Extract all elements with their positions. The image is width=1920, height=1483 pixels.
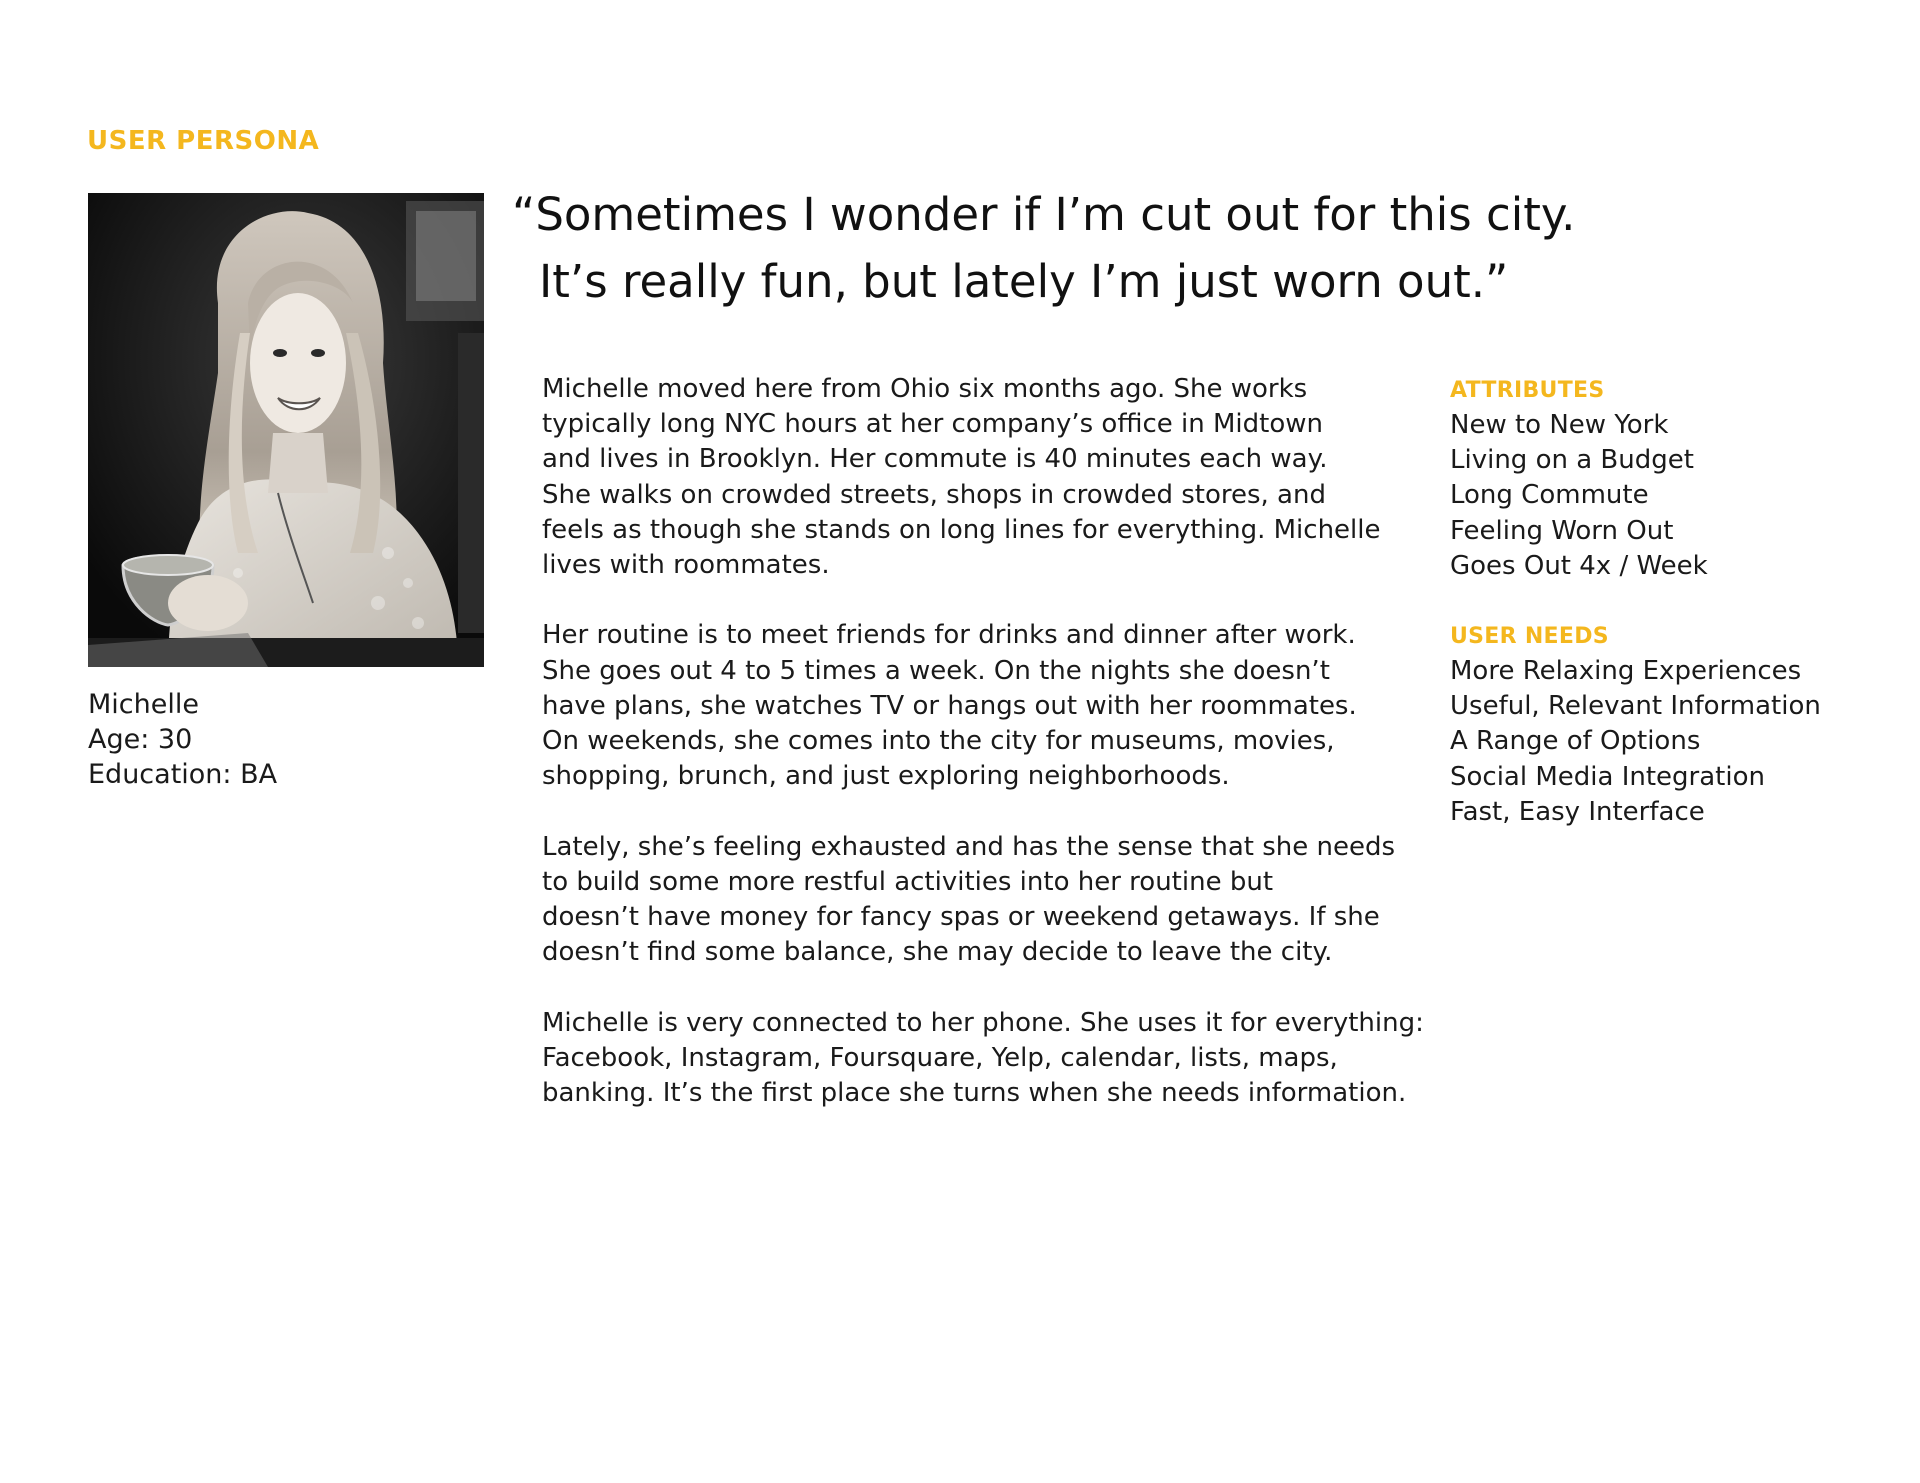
bio-line: have plans, she watches TV or hangs out with her roommates. [542, 690, 1357, 721]
bio-line: Michelle moved here from Ohio six months ago. She works [542, 374, 1308, 404]
bio-line: to build some more restful activities into her routine but [542, 866, 1274, 897]
persona-age: Age: 30 [88, 724, 193, 755]
bio-paragraph [542, 372, 1422, 583]
section-label: USER PERSONA [87, 126, 320, 156]
bio-line: lives with roommates. [542, 550, 830, 581]
user-needs-list [1450, 654, 1900, 830]
bio-line: On weekends, she comes into the city for museums, movies, [542, 726, 1335, 757]
bio-paragraph [542, 618, 1422, 794]
attribute-item: Goes Out 4x / Week [1450, 550, 1708, 581]
attribute-item: Feeling Worn Out [1450, 515, 1674, 546]
quote-line-1: “Sometimes I wonder if I’m cut out for this city. [512, 188, 1576, 241]
user-need-item: Social Media Integration [1450, 761, 1765, 792]
attribute-item: New to New York [1450, 410, 1669, 440]
quote-line-2: It’s really fun, but lately I’m just worn out.” [539, 255, 1509, 308]
bio-line: doesn’t have money for fancy spas or weekend getaways. If she [542, 902, 1380, 933]
bio-line: and lives in Brooklyn. Her commute is 40 minutes each way. [542, 444, 1328, 475]
user-needs-section [1450, 620, 1900, 830]
attribute-item: Living on a Budget [1450, 445, 1694, 476]
bio-line: shopping, brunch, and just exploring neighborhoods. [542, 761, 1230, 792]
bio-line: Michelle is very connected to her phone. She uses it for everything: [542, 1007, 1424, 1038]
attribute-item: Long Commute [1450, 480, 1649, 511]
user-need-item: Fast, Easy Interface [1450, 796, 1705, 827]
persona-photo [88, 193, 484, 667]
persona-name: Michelle [88, 689, 199, 720]
attributes-section [1450, 374, 1900, 584]
bio-line: Her routine is to meet friends for drinks and dinner after work. [542, 620, 1356, 651]
persona-bio [542, 372, 1422, 1146]
bio-line: doesn’t find some balance, she may decide to leave the city. [542, 937, 1333, 968]
user-needs-heading: USER NEEDS [1450, 624, 1609, 649]
user-need-item: More Relaxing Experiences [1450, 656, 1802, 686]
bio-line: Lately, she’s feeling exhausted and has the sense that she needs [542, 831, 1396, 862]
attributes-list [1450, 408, 1900, 584]
attributes-heading: ATTRIBUTES [1450, 378, 1605, 403]
persona-profile [88, 687, 277, 792]
user-need-item: Useful, Relevant Information [1450, 691, 1821, 722]
user-need-item: A Range of Options [1450, 726, 1701, 757]
persona-education: Education: BA [88, 759, 278, 790]
bio-line: feels as though she stands on long lines for everything. Michelle [542, 514, 1381, 545]
bio-line: Facebook, Instagram, Foursquare, Yelp, calendar, lists, maps, [542, 1042, 1338, 1073]
bio-paragraph [542, 1006, 1422, 1112]
bio-paragraph [542, 830, 1422, 971]
bio-line: typically long NYC hours at her company’s office in Midtown [542, 409, 1324, 440]
bio-line: She goes out 4 to 5 times a week. On the nights she doesn’t [542, 655, 1330, 686]
persona-quote [512, 181, 1772, 315]
bio-line: She walks on crowded streets, shops in crowded stores, and [542, 479, 1326, 510]
bio-line: banking. It’s the first place she turns when she needs information. [542, 1078, 1407, 1109]
